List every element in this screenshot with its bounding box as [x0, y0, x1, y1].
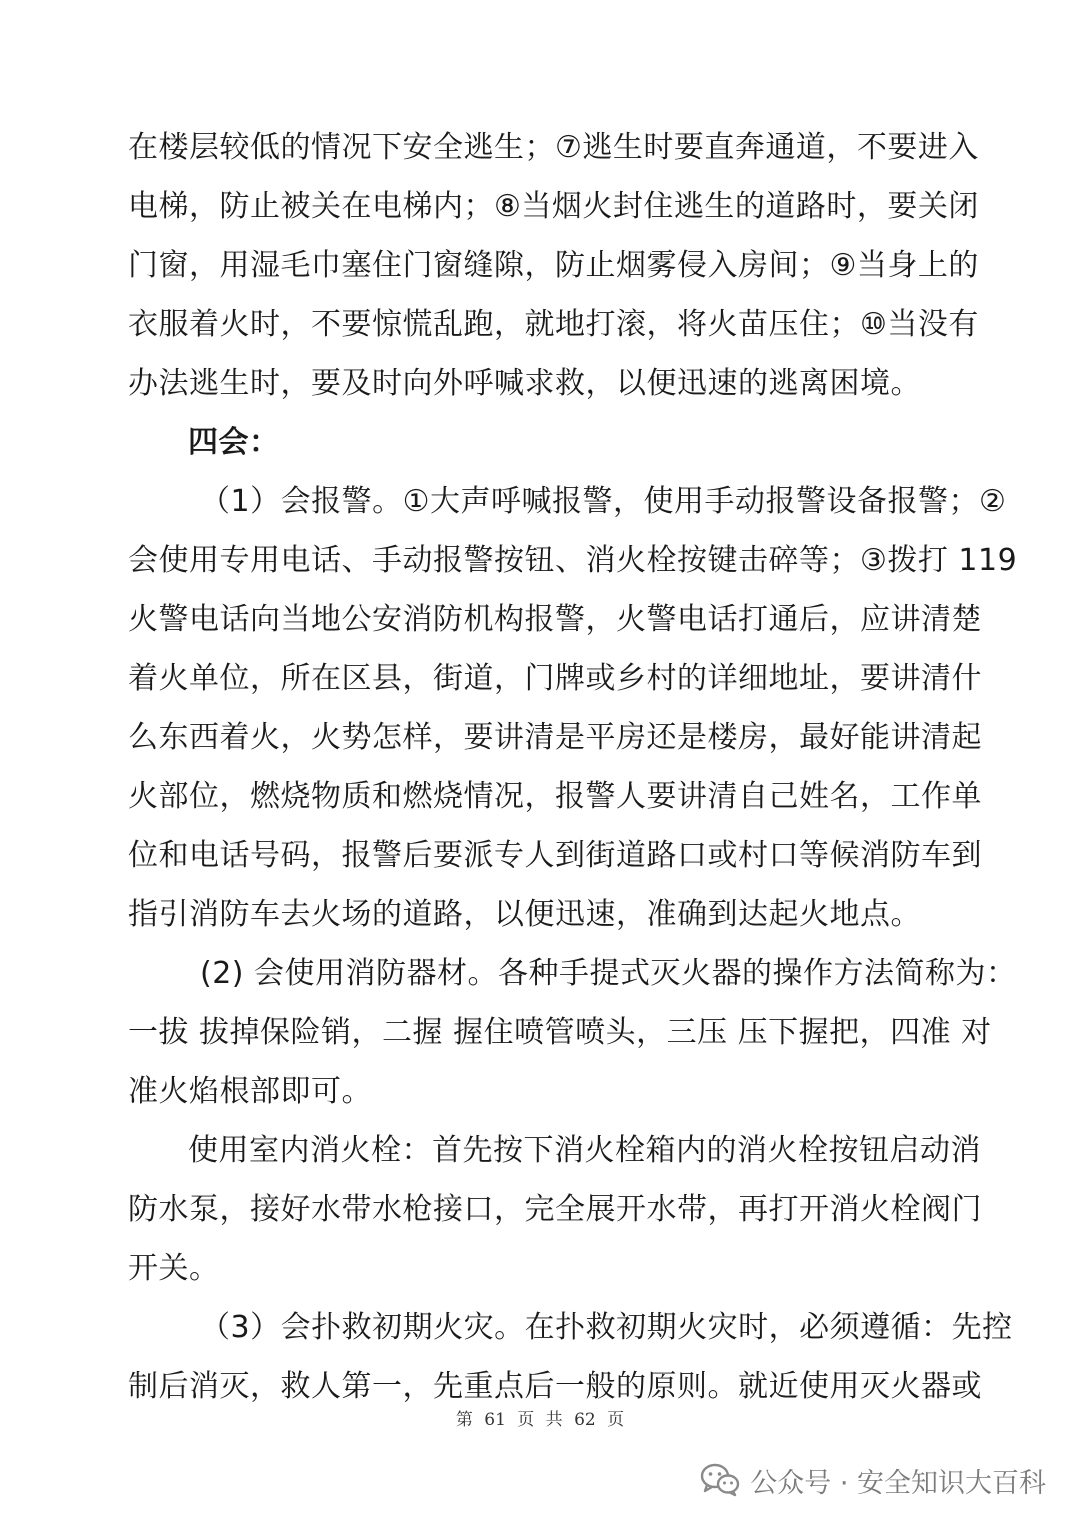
document-body: [128, 118, 1018, 1416]
text-line: 制后消灭，救人第一，先重点后一般的原则。就近使用灭火器或: [128, 1369, 982, 1404]
text-line: 衣服着火时，不要惊慌乱跑，就地打滚，将火苗压住；⑩当没有: [128, 307, 979, 342]
text-line: （1）会报警。①大声呼喊报警，使用手动报警设备报警；②: [200, 484, 1007, 519]
text-line: 指引消防车去火场的道路，以便迅速，准确到达起火地点。: [128, 897, 921, 932]
watermark-text: 公众号 · 安全知识大百科: [750, 1467, 1046, 1499]
page-number: 第 61 页 共 62 页: [455, 1410, 625, 1430]
text-line: 电梯，防止被关在电梯内；⑧当烟火封住逃生的道路时，要关闭: [128, 189, 979, 224]
text-line: 位和电话号码，报警后要派专人到街道路口或村口等候消防车到: [128, 838, 982, 873]
text-line: (2) 会使用消防器材。各种手提式灭火器的操作方法简称为：: [200, 956, 1017, 991]
text-line: 准火焰根部即可。: [128, 1074, 372, 1109]
text-line: 火警电话向当地公安消防机构报警，火警电话打通后，应讲清楚: [128, 602, 982, 637]
text-line: 一拔 拔掉保险销，二握 握住喷管喷头，三压 压下握把，四准 对: [128, 1015, 992, 1050]
watermark: [700, 1460, 1046, 1500]
text-line: （3）会扑救初期火灾。在扑救初期火灾时，必须遵循：先控: [200, 1310, 1013, 1345]
text-line: 会使用专用电话、手动报警按钮、消火栓按键击碎等；③拨打 119: [128, 543, 1018, 578]
wechat-icon: [700, 1463, 740, 1497]
text-line: 么东西着火，火势怎样，要讲清是平房还是楼房，最好能讲清起: [128, 720, 982, 755]
section-heading: 四会：: [188, 425, 280, 460]
text-line: 办法逃生时，要及时向外呼喊求救，以便迅速的逃离困境。: [128, 366, 921, 401]
text-line: 防水泵，接好水带水枪接口，完全展开水带，再打开消火栓阀门: [128, 1192, 982, 1227]
text-line: 门窗，用湿毛巾塞住门窗缝隙，防止烟雾侵入房间；⑨当身上的: [128, 248, 979, 283]
paragraph-escape-tips: [128, 118, 979, 413]
text-line: 着火单位，所在区县，街道，门牌或乡村的详细地址，要讲清什: [128, 661, 982, 696]
paragraph-extinguisher: [128, 944, 1017, 1121]
text-line: 火部位，燃烧物质和燃烧情况，报警人要讲清自己姓名，工作单: [128, 779, 982, 814]
paragraph-hydrant: [128, 1121, 982, 1298]
text-line: 在楼层较低的情况下安全逃生；⑦逃生时要直奔通道，不要进入: [128, 130, 979, 165]
paragraph-alarm: [128, 472, 1018, 944]
text-line: 开关。: [128, 1251, 220, 1286]
paragraph-initial-fire: [128, 1298, 1013, 1416]
text-line: 使用室内消火栓：首先按下消火栓箱内的消火栓按钮启动消: [188, 1133, 981, 1168]
